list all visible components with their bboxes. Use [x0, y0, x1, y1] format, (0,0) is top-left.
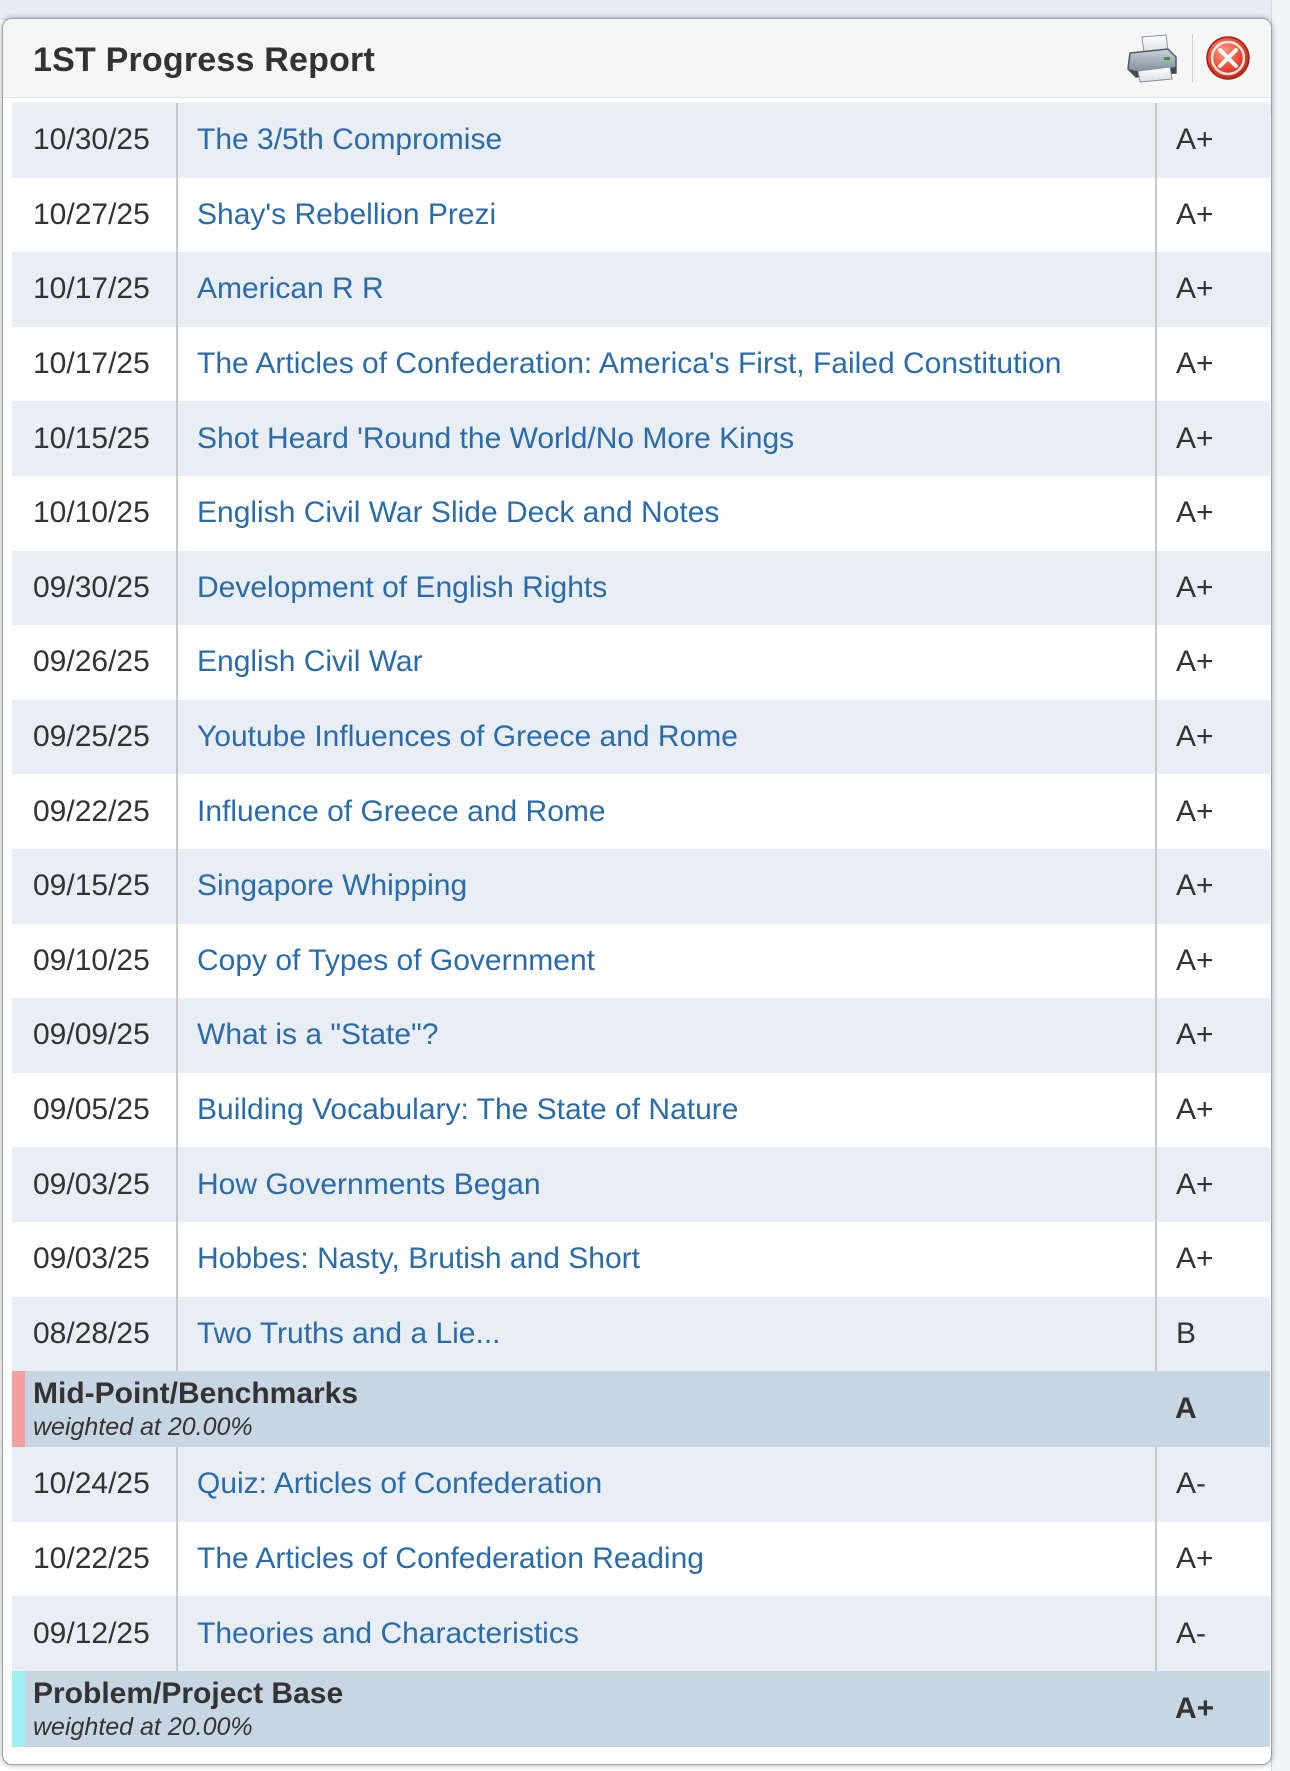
assignment-grade: A+ — [1156, 625, 1270, 700]
assignment-date: 10/30/25 — [12, 103, 177, 178]
category-name-cell — [12, 1671, 1156, 1747]
assignment-title-cell — [177, 998, 1156, 1073]
assignment-link[interactable]: English Civil War Slide Deck and Notes — [197, 496, 720, 530]
assignment-title-cell — [177, 1222, 1156, 1297]
assignment-link[interactable]: Youtube Influences of Greece and Rome — [197, 720, 738, 754]
modal-title: 1ST Progress Report — [33, 41, 376, 79]
assignment-row — [12, 252, 1270, 327]
assignment-link[interactable]: Theories and Characteristics — [197, 1616, 579, 1650]
assignment-row — [12, 774, 1270, 849]
category-grade: A — [1156, 1371, 1270, 1447]
assignment-date: 09/12/25 — [12, 1596, 177, 1671]
assignment-title-cell — [177, 700, 1156, 775]
assignment-title-cell — [177, 849, 1156, 924]
assignment-link[interactable]: The Articles of Confederation: America's First, Failed Constitution — [197, 347, 1062, 381]
assignment-grade: A+ — [1156, 849, 1270, 924]
assignment-grade: A+ — [1156, 924, 1270, 999]
assignment-date: 09/09/25 — [12, 998, 177, 1073]
assignment-row — [12, 327, 1270, 402]
assignment-link[interactable]: Quiz: Articles of Confederation — [197, 1467, 603, 1501]
assignment-link[interactable]: Shay's Rebellion Prezi — [197, 197, 497, 231]
assignment-grade: A+ — [1156, 700, 1270, 775]
assignment-row — [12, 178, 1270, 253]
grades-table — [12, 103, 1270, 1747]
assignment-link[interactable]: Shot Heard 'Round the World/No More Kings — [197, 421, 795, 455]
assignment-date: 09/30/25 — [12, 551, 177, 626]
header-icon-divider — [1192, 34, 1193, 82]
assignment-date: 09/03/25 — [12, 1147, 177, 1222]
assignment-title-cell — [177, 1073, 1156, 1148]
assignment-link[interactable]: Hobbes: Nasty, Brutish and Short — [197, 1242, 640, 1276]
assignment-link[interactable]: Copy of Types of Government — [197, 943, 595, 977]
assignment-link[interactable]: The Articles of Confederation Reading — [197, 1541, 704, 1575]
assignment-grade: A+ — [1156, 401, 1270, 476]
backdrop-top-strip — [0, 0, 1290, 20]
category-name: Mid-Point/Benchmarks — [33, 1377, 359, 1411]
category-name-cell — [12, 1371, 1156, 1447]
assignment-link[interactable]: Two Truths and a Lie... — [197, 1316, 501, 1350]
category-grade: A+ — [1156, 1671, 1270, 1747]
assignment-date: 09/26/25 — [12, 625, 177, 700]
close-icon[interactable] — [1205, 35, 1251, 81]
header-actions — [1124, 33, 1251, 83]
assignment-row — [12, 924, 1270, 999]
assignment-date: 08/28/25 — [12, 1297, 177, 1372]
assignment-row — [12, 1447, 1270, 1522]
assignment-grade: A+ — [1156, 476, 1270, 551]
assignment-link[interactable]: Singapore Whipping — [197, 869, 468, 903]
assignment-grade: A+ — [1156, 103, 1270, 178]
assignment-grade: A- — [1156, 1447, 1270, 1522]
assignment-row — [12, 1073, 1270, 1148]
assignment-title-cell — [177, 625, 1156, 700]
category-color-bar — [12, 1371, 25, 1447]
assignment-title-cell — [177, 551, 1156, 626]
assignment-grade: A+ — [1156, 178, 1270, 253]
assignment-row — [12, 625, 1270, 700]
assignment-grade: A- — [1156, 1596, 1270, 1671]
assignment-date: 10/17/25 — [12, 252, 177, 327]
assignment-title-cell — [177, 1297, 1156, 1372]
category-header-row — [12, 1371, 1270, 1447]
assignment-link[interactable]: Influence of Greece and Rome — [197, 794, 606, 828]
assignment-grade: A+ — [1156, 774, 1270, 849]
assignment-row — [12, 1297, 1270, 1372]
assignment-grade: B — [1156, 1297, 1270, 1372]
assignment-link[interactable]: What is a "State"? — [197, 1018, 439, 1052]
assignment-link[interactable]: The 3/5th Compromise — [197, 123, 503, 157]
assignment-title-cell — [177, 1522, 1156, 1597]
assignment-date: 09/03/25 — [12, 1222, 177, 1297]
assignment-link[interactable]: English Civil War — [197, 645, 423, 679]
assignment-title-cell — [177, 774, 1156, 849]
assignment-link[interactable]: American R R — [197, 272, 384, 306]
assignment-row — [12, 1222, 1270, 1297]
assignment-date: 10/10/25 — [12, 476, 177, 551]
assignment-date: 09/10/25 — [12, 924, 177, 999]
assignment-title-cell — [177, 1596, 1156, 1671]
assignment-grade: A+ — [1156, 327, 1270, 402]
assignment-grade: A+ — [1156, 551, 1270, 626]
assignment-date: 09/22/25 — [12, 774, 177, 849]
assignment-grade: A+ — [1156, 1222, 1270, 1297]
assignment-grade: A+ — [1156, 998, 1270, 1073]
assignment-row — [12, 1596, 1270, 1671]
assignment-date: 10/22/25 — [12, 1522, 177, 1597]
assignment-row — [12, 998, 1270, 1073]
assignment-row — [12, 103, 1270, 178]
assignment-date: 10/24/25 — [12, 1447, 177, 1522]
assignment-title-cell — [177, 327, 1156, 402]
assignment-link[interactable]: Development of English Rights — [197, 570, 608, 604]
assignment-row — [12, 700, 1270, 775]
assignment-title-cell — [177, 103, 1156, 178]
category-header-row — [12, 1671, 1270, 1747]
assignment-grade: A+ — [1156, 252, 1270, 327]
assignment-grade: A+ — [1156, 1073, 1270, 1148]
assignment-date: 10/17/25 — [12, 327, 177, 402]
backdrop-right-strip — [1271, 0, 1290, 1771]
category-name: Problem/Project Base — [33, 1676, 344, 1710]
assignment-title-cell — [177, 1147, 1156, 1222]
printer-icon[interactable] — [1124, 33, 1180, 83]
assignment-title-cell — [177, 178, 1156, 253]
assignment-date: 10/27/25 — [12, 178, 177, 253]
assignment-date: 09/15/25 — [12, 849, 177, 924]
assignment-grade: A+ — [1156, 1522, 1270, 1597]
modal-header — [3, 19, 1271, 98]
assignment-link[interactable]: Building Vocabulary: The State of Nature — [197, 1093, 739, 1127]
assignment-row — [12, 1147, 1270, 1222]
assignment-date: 09/05/25 — [12, 1073, 177, 1148]
grades-table-body — [12, 103, 1270, 1747]
assignment-title-cell — [177, 252, 1156, 327]
assignment-row — [12, 551, 1270, 626]
category-color-bar — [12, 1671, 25, 1747]
assignment-grade: A+ — [1156, 1147, 1270, 1222]
assignment-row — [12, 476, 1270, 551]
assignment-row — [12, 401, 1270, 476]
assignment-title-cell — [177, 1447, 1156, 1522]
assignment-link[interactable]: How Governments Began — [197, 1167, 541, 1201]
assignment-title-cell — [177, 476, 1156, 551]
assignment-date: 09/25/25 — [12, 700, 177, 775]
assignment-title-cell — [177, 401, 1156, 476]
assignment-row — [12, 1522, 1270, 1597]
category-weight: weighted at 20.00% — [33, 1712, 253, 1741]
assignment-row — [12, 849, 1270, 924]
category-weight: weighted at 20.00% — [33, 1413, 253, 1442]
assignment-title-cell — [177, 924, 1156, 999]
assignment-date: 10/15/25 — [12, 401, 177, 476]
